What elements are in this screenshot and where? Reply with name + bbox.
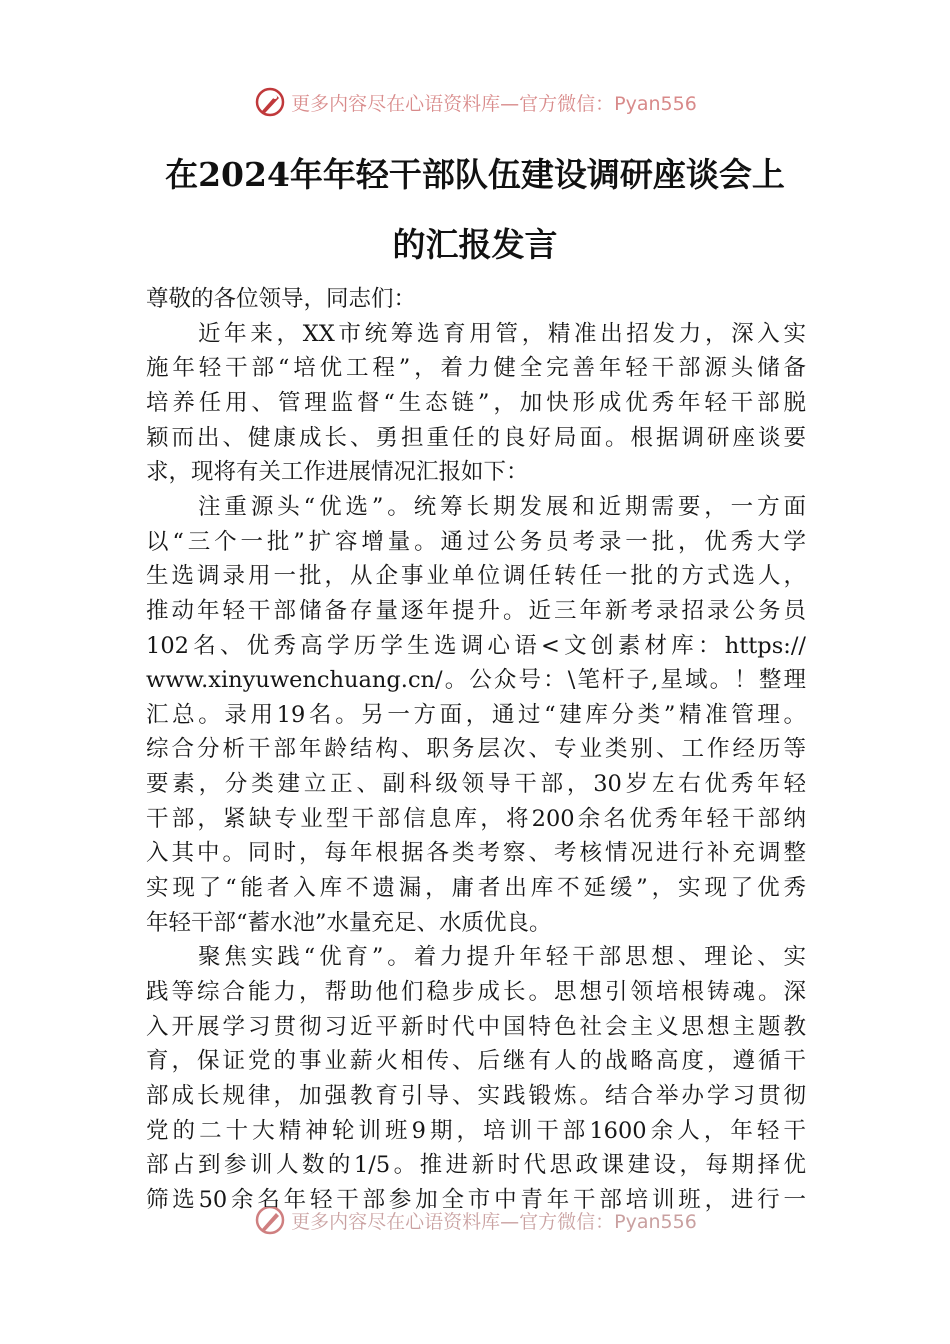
watermark-text: 更多内容尽在心语资料库—官方微信：Pyan556 — [291, 92, 697, 115]
body-line: 部成长规律，加强教育引导、实践锻炼。结合举办学习贯彻 — [146, 1082, 806, 1109]
body-line: 育，保证党的事业薪火相传、后继有人的战略高度，遵循干 — [146, 1048, 806, 1075]
pen-nib-logo-icon — [253, 85, 287, 119]
body-line: 颖而出、健康成长、勇担重任的良好局面。根据调研座谈要 — [146, 424, 806, 451]
watermark-text-bottom: 更多内容尽在心语资料库—官方微信：Pyan556 — [291, 1210, 697, 1233]
body-line: 近年来，XX市统筹选育用管，精准出招发力，深入实 — [198, 320, 806, 347]
body-line: 以“三个一批”扩容增量。通过公务员考录一批，优秀大学 — [146, 528, 806, 555]
watermark-banner-bottom — [0, 1207, 950, 1237]
document-title-line-1: 在2024年年轻干部队伍建设调研座谈会上 — [165, 155, 785, 194]
body-line: 干部，紧缺专业型干部信息库，将200余名优秀年轻干部纳 — [146, 805, 806, 832]
body-line: 生选调录用一批，从企事业单位调任转任一批的方式选人， — [146, 563, 806, 590]
body-line: 施年轻干部“培优工程”，着力健全完善年轻干部源头储备 — [146, 355, 806, 382]
body-line: 聚焦实践“优育”。着力提升年轻干部思想、理论、实 — [198, 944, 806, 971]
body-line: 102名、优秀高学历学生选调心语<文创素材库：https:// — [146, 632, 806, 659]
body-line: 践等综合能力，帮助他们稳步成长。思想引领培根铸魂。深 — [146, 979, 806, 1005]
document-title-line-2: 的汇报发言 — [392, 225, 558, 264]
watermark-banner-top — [0, 85, 950, 119]
body-line: 入其中。同时，每年根据各类考察、考核情况进行补充调整 — [146, 840, 806, 867]
body-line: 汇总。录用19名。另一方面，通过“建库分类”精准管理。 — [146, 701, 806, 728]
body-line: 推动年轻干部储备存量逐年提升。近三年新考录招录公务员 — [146, 597, 806, 624]
body-line: 求，现将有关工作进展情况汇报如下： — [146, 459, 529, 486]
body-line: 综合分析干部年龄结构、职务层次、专业类别、工作经历等 — [146, 736, 806, 763]
body-line: 培养任用、管理监督“生态链”，加快形成优秀年轻干部脱 — [146, 389, 806, 416]
body-line: 入开展学习贯彻习近平新时代中国特色社会主义思想主题教 — [146, 1013, 806, 1040]
body-line: 注重源头“优选”。统筹长期发展和近期需要，一方面 — [198, 493, 806, 520]
pen-nib-logo-icon — [253, 1207, 287, 1237]
body-line: 党的二十大精神轮训班9期，培训干部1600余人，年轻干 — [146, 1117, 806, 1144]
body-line: 要素，分类建立正、副科级领导干部，30岁左右优秀年轻 — [146, 771, 806, 798]
body-line: 部占到参训人数的1/5。推进新时代思政课建设，每期择优 — [146, 1152, 806, 1179]
body-line: 筛选50余名年轻干部参加全市中青年干部培训班，进行一 — [146, 1186, 806, 1213]
body-line: www.xinyuwenchuang.cn/。公众号：\笔杆子,星域。！整理 — [146, 667, 806, 694]
body-line: 尊敬的各位领导，同志们： — [146, 286, 417, 312]
body-line: 实现了“能者入库不遗漏，庸者出库不延缓”，实现了优秀 — [146, 875, 806, 902]
body-line: 年轻干部“蓄水池”水量充足、水质优良。 — [146, 909, 552, 936]
page-bottom-margin — [0, 1232, 950, 1344]
